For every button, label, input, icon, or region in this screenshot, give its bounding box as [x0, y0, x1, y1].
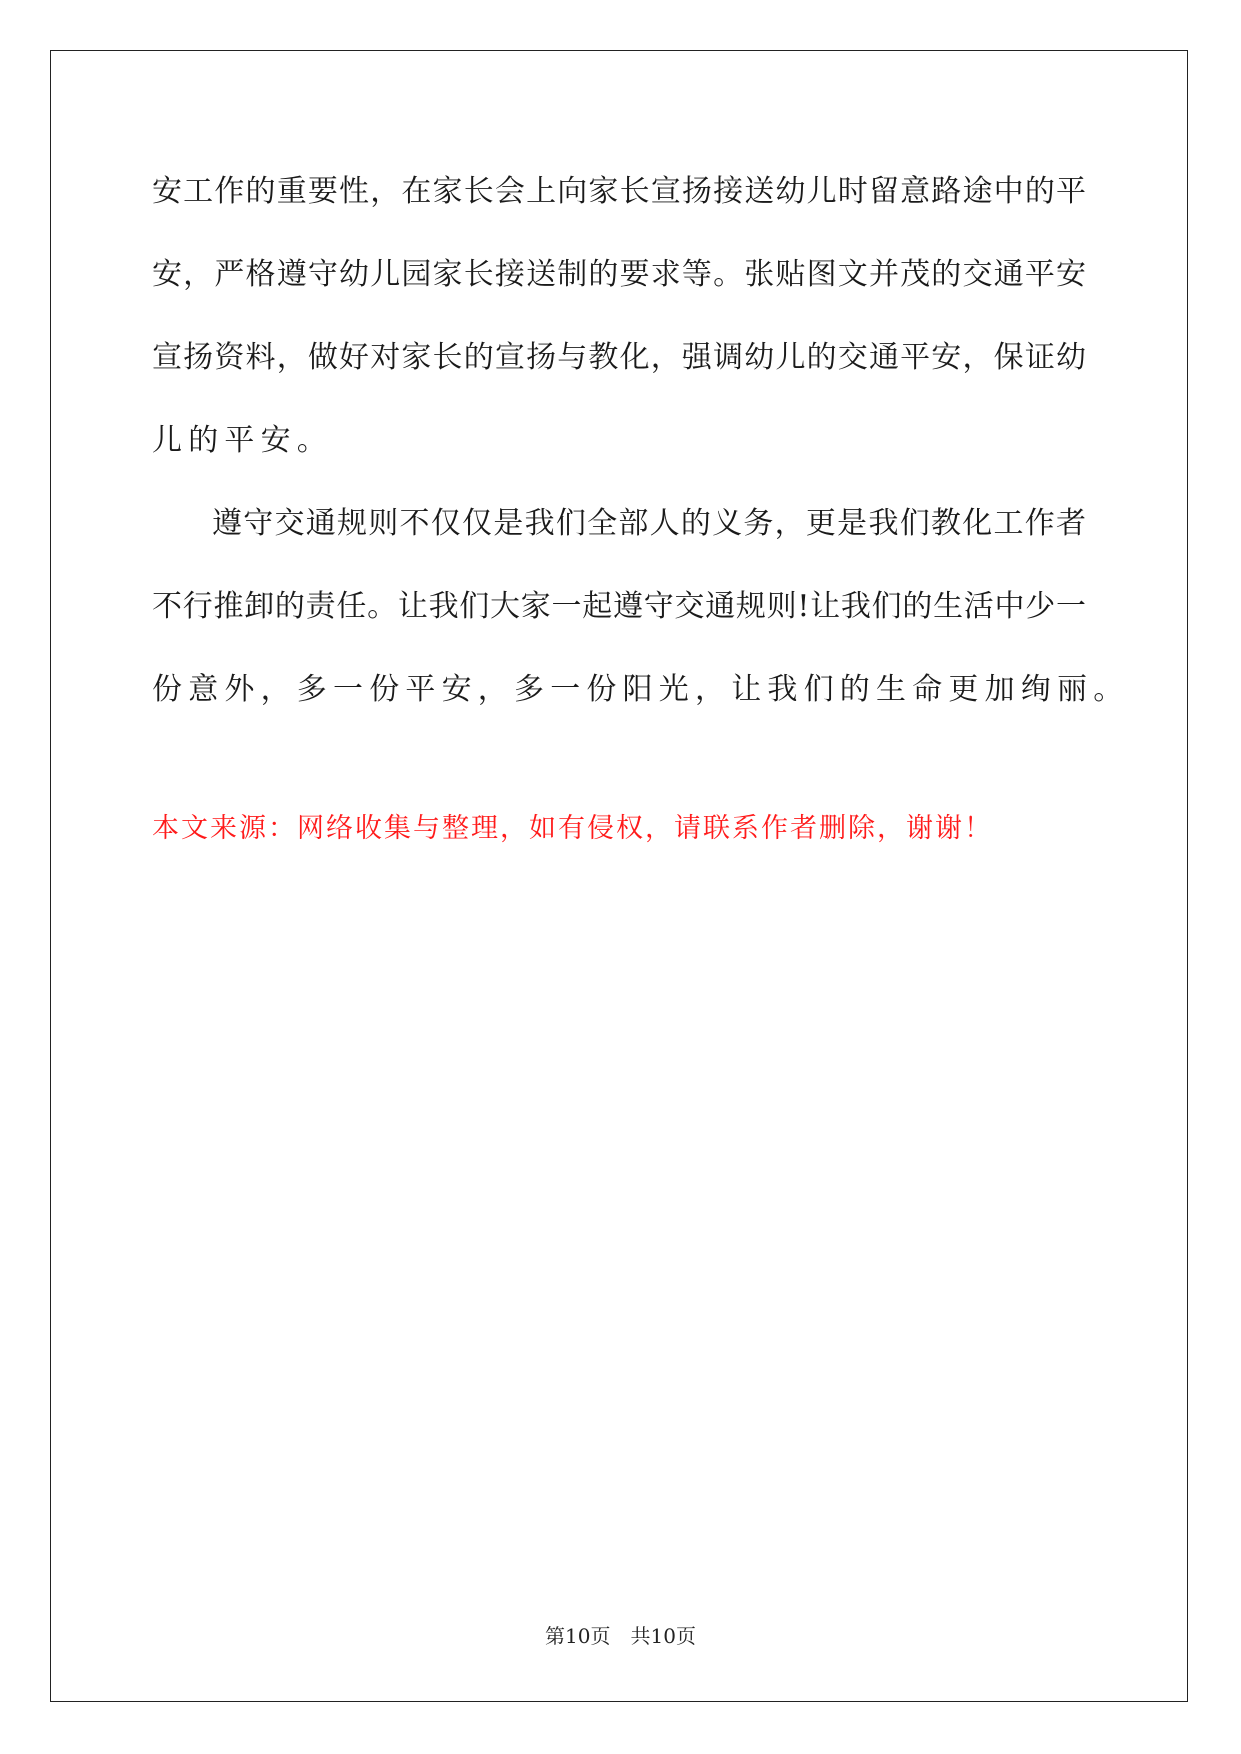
paragraph-2-line-3: 份意外，多一份平安，多一份阳光，让我们的生命更加绚丽。	[152, 672, 1130, 707]
page-number-footer: 第10页 共10页	[545, 1624, 696, 1648]
paragraph-2-line-2: 不行推卸的责任。让我们大家一起遵守交通规则!让我们的生活中少一	[152, 589, 1086, 624]
paragraph-1-line-3: 宣扬资料，做好对家长的宣扬与教化，强调幼儿的交通平安，保证幼	[152, 340, 1086, 375]
paragraph-1-line-4: 儿的平安。	[152, 423, 333, 458]
paragraph-2-line-1: 遵守交通规则不仅仅是我们全部人的义务，更是我们教化工作者	[212, 506, 1086, 541]
paragraph-1-line-2: 安，严格遵守幼儿园家长接送制的要求等。张贴图文并茂的交通平安	[152, 257, 1086, 292]
page-border	[50, 50, 1188, 1702]
paragraph-1-line-1: 安工作的重要性，在家长会上向家长宣扬接送幼儿时留意路途中的平	[152, 174, 1086, 209]
source-note: 本文来源：网络收集与整理，如有侵权，请联系作者删除，谢谢！	[152, 813, 993, 844]
